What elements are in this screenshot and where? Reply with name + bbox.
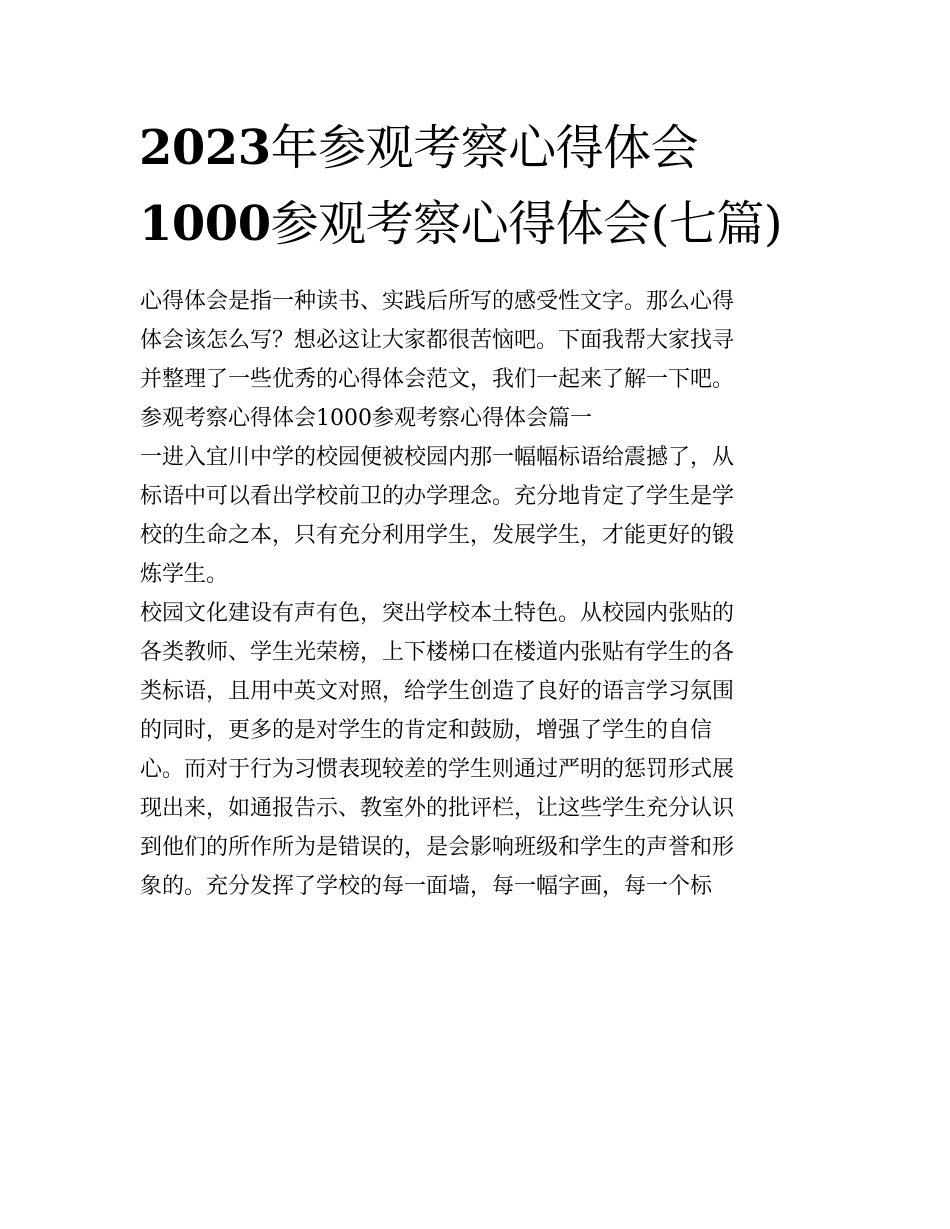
body-line: 心。而对于行为习惯表现较差的学生则通过严明的惩罚形式展 [140, 757, 735, 782]
document-title-line-2 [139, 196, 783, 252]
body-line: 体会该怎么写？想必这让大家都很苦恼吧。下面我帮大家找寻 [140, 328, 735, 353]
title-line-1-text: 年参观考察心得体会 [270, 120, 699, 176]
body-line: 心得体会是指一种读书、实践后所写的感受性文字。那么心得 [140, 289, 735, 314]
body-line: 一进入宜川中学的校园便被校园内那一幅幅标语给震撼了，从 [140, 445, 735, 470]
body-line: 并整理了一些优秀的心得体会范文，我们一起来了解一下吧。 [140, 367, 735, 392]
document-body [140, 282, 820, 906]
body-line: 类标语，且用中英文对照，给学生创造了良好的语言学习氛围 [140, 679, 735, 704]
body-line: 象的。充分发挥了学校的每一面墙，每一幅字画，每一个标 [140, 874, 713, 899]
body-line: 校园文化建设有声有色，突出学校本土特色。从校园内张贴的 [140, 601, 735, 626]
document-title-line-1 [139, 120, 699, 176]
title-number: 1000 [139, 196, 271, 252]
body-line: 炼学生。 [140, 562, 229, 587]
title-line-2-text: 参观考察心得体会(七篇) [270, 196, 783, 252]
body-line: 各类教师、学生光荣榜，上下楼梯口在楼道内张贴有学生的各 [140, 640, 735, 665]
body-line: 校的生命之本，只有充分利用学生，发展学生，才能更好的锻 [140, 523, 735, 548]
body-line: 的同时，更多的是对学生的肯定和鼓励，增强了学生的自信 [140, 718, 713, 743]
body-line: 标语中可以看出学校前卫的办学理念。充分地肯定了学生是学 [140, 484, 735, 509]
body-line: 现出来，如通报告示、教室外的批评栏，让这些学生充分认识 [140, 796, 735, 821]
section-heading: 参观考察心得体会1000参观考察心得体会篇一 [140, 406, 592, 431]
body-line: 到他们的所作所为是错误的，是会影响班级和学生的声誉和形 [140, 835, 735, 860]
title-year: 2023 [139, 120, 271, 176]
